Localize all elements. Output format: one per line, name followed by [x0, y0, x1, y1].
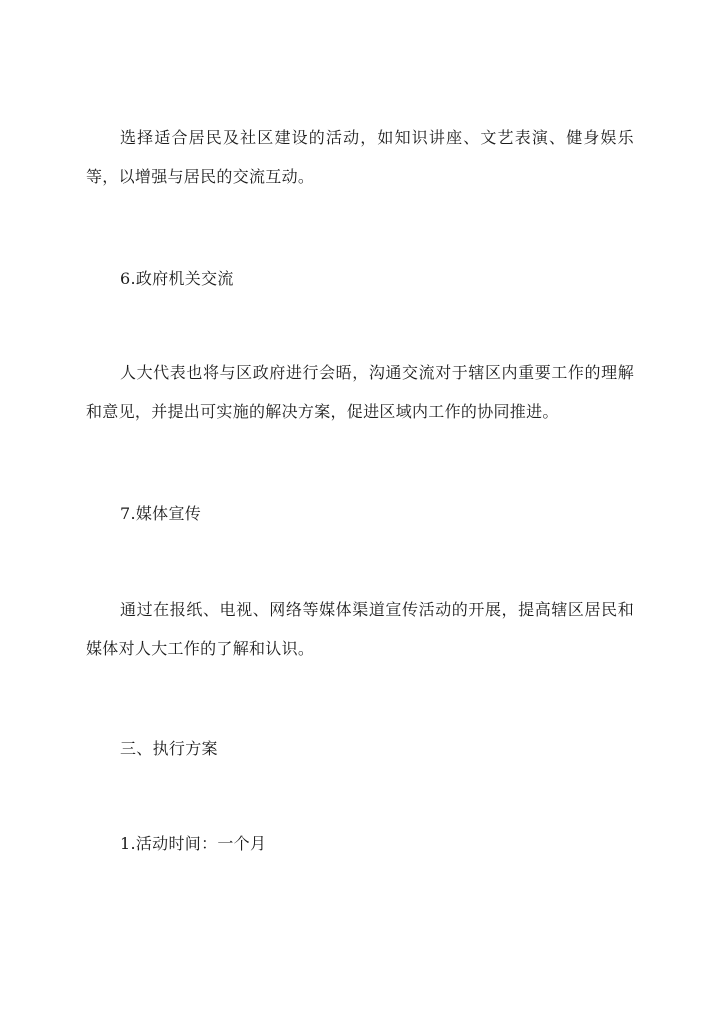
- paragraph-media-channels: 通过在报纸、电视、网络等媒体渠道宣传活动的开展，提高辖区居民和媒体对人大工作的了解和认识。: [86, 600, 634, 658]
- heading-media-promotion: 7.媒体宣传: [120, 504, 202, 523]
- heading-government-exchange: 6.政府机关交流: [120, 269, 234, 288]
- paragraph-activity-selection: 选择适合居民及社区建设的活动，如知识讲座、文艺表演、健身娱乐等，以增强与居民的交流互动。: [86, 128, 634, 186]
- heading-activity-time: 1.活动时间：一个月: [120, 834, 267, 853]
- heading-execution-plan: 三、执行方案: [120, 739, 218, 758]
- paragraph-government-meeting: 人大代表也将与区政府进行会晤，沟通交流对于辖区内重要工作的理解和意见，并提出可实施的解决方案，促进区域内工作的协同推进。: [86, 363, 634, 421]
